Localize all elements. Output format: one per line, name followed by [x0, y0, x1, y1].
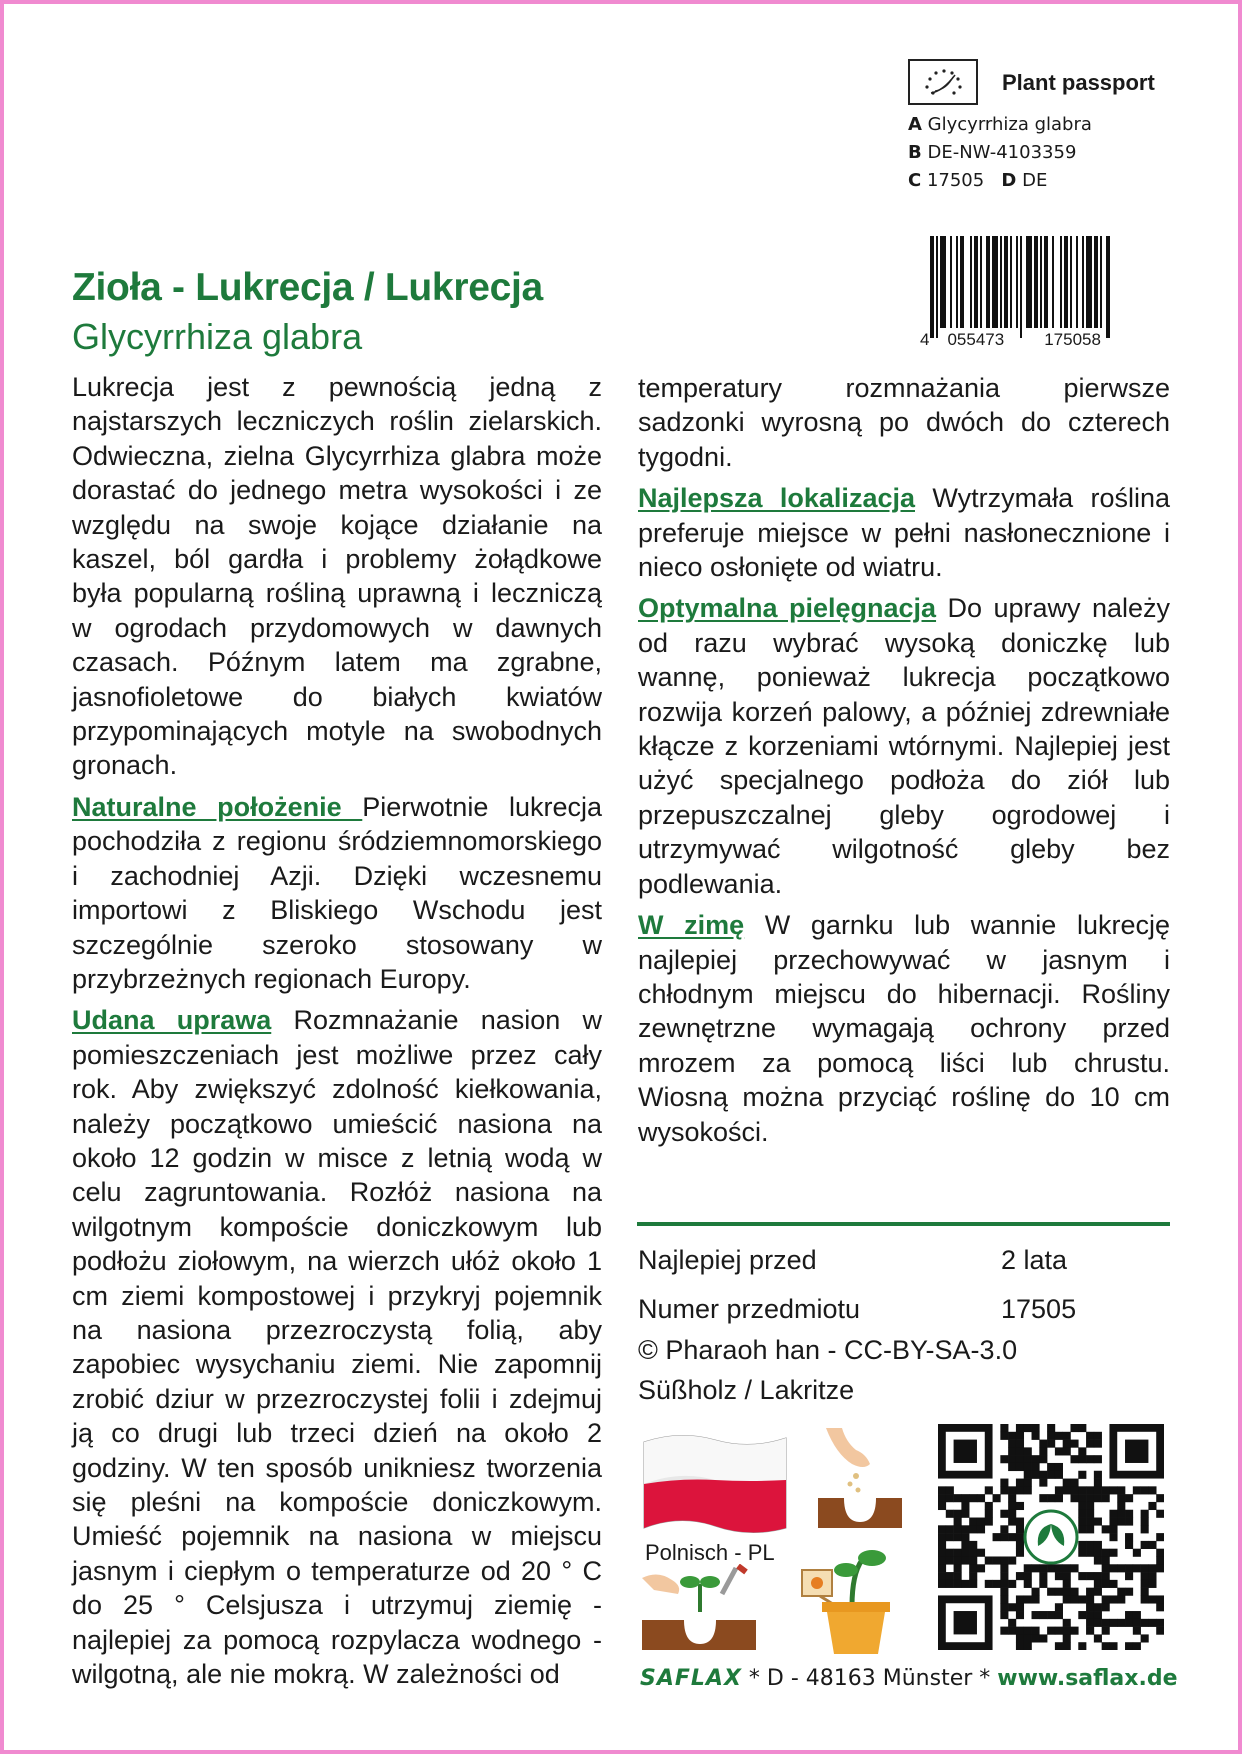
passport-line-a: A Glycyrrhiza glabra — [908, 114, 1092, 135]
website-link[interactable]: www.saflax.de — [997, 1666, 1178, 1691]
section-winter: W zimę W garnku lub wannie lukrecję najlepiej przechowywać w jasnym i chłodnym miejscu do hibernacji. Rośliny zewnętrzne wymagają ochrony przed mrozem za pomocą liści lub chrustu. Wiosną można przyciąć roślinę do 10 cm wysokości. — [638, 910, 1170, 1147]
qr-code-icon — [938, 1424, 1164, 1650]
passport-line-b: B DE-NW-4103359 — [908, 142, 1077, 163]
brand-logo: SAFLAX — [640, 1666, 742, 1691]
section-heading-cultivation: Udana uprawa — [72, 1005, 272, 1036]
item-number-label: Numer przedmiotu — [638, 1294, 861, 1324]
cultivation-continuation: temperatury rozmnażania pierwsze sadzonki wyrosną po dwóch do czterech tygodni. — [638, 373, 1170, 472]
footer-address: * D - 48163 Münster * — [741, 1666, 998, 1691]
image-copyright: © Pharaoh han - CC-BY-SA-3.0 — [638, 1335, 1018, 1365]
eu-organic-leaf-icon — [908, 59, 978, 105]
poland-flag-icon — [640, 1428, 790, 1538]
hand-sowing-seed-icon — [816, 1424, 906, 1534]
seedling-in-pot-icon — [796, 1544, 906, 1656]
section-heading-natural: Naturalne położenie — [72, 791, 363, 822]
hand-planting-seedling-icon — [640, 1564, 760, 1654]
latin-name: Glycyrrhiza glabra — [72, 316, 363, 357]
text-column-right — [638, 371, 1170, 1156]
passport-line-cd: C 17505 D DE — [908, 170, 1048, 191]
footer — [640, 1666, 1178, 1691]
section-care: Optymalna pielęgnacja Do uprawy należy od razu wybrać wysoką doniczkę lub wannę, ponieważ lukrecja początkowo rozwija korzeń palowy, a później zdrewniałe kłącze z korzeniami wtórnymi. Najlepiej jest użyć specjalnego podłoża do ziół lub przepuszczalnej gleby ogrodowej i utrzymywać wilgotność gleby bez podlewania. — [638, 593, 1170, 899]
section-cultivation: Udana uprawa Rozmnażanie nasion w pomieszczeniach jest możliwe przez cały rok. Aby zwiększyć zdolność kiełkowania, należy początkowo umieścić nasiona na około 12 godzin w misce z letnią wodą w celu zagruntowania. Rozłóż nasiona na wilgotnym kompoście doniczkowym lub podłożu ziołowym, na wierzch ułóż około 1 cm ziemi kompostowej i przykryj pojemnik na nasiona przezroczystą folią, aby zapobiec wysychaniu ziemi. Nie zapomnij zrobić dziur w przezroczystej folii i zdejmuj ją co drugi lub trzeci dzień na około 2 godziny. W ten sposób unikniesz tworzenia się pleśni na kompoście doniczkowym. Umieść pojemnik na nasiona w miejscu jasnym i ciepłym o temperaturze od 20 ° C do 25 ° Celsjusza i utrzymuj ziemię - najlepiej za pomocą rozpylacza wodnego - wilgotną, ale nie mokrą. W zależności od — [72, 1005, 602, 1690]
section-natural: Naturalne położenie Pierwotnie lukrecja pochodziła z regionu śródziemnomorskiego i zachodniej Azji. Dzięki wczesnemu importowi z Bliskiego Wschodu jest szczególnie szeroko stosowany w przybrzeżnych regionach Europy. — [72, 791, 602, 994]
barcode — [920, 236, 1170, 348]
text-column-left — [72, 370, 602, 1698]
barcode-digits: 4 055473 175058 — [920, 330, 1101, 349]
language-label: Polnisch - PL — [645, 1540, 775, 1565]
section-location: Najlepsza lokalizacja Wytrzymała roślina preferuje miejsce w pełni nasłonecznione i nieco osłonięte od wiatru. — [638, 483, 1170, 583]
section-heading-winter: W zimę — [638, 910, 745, 941]
item-number-value: 17505 — [1001, 1294, 1077, 1324]
section-heading-location: Najlepsza lokalizacja — [638, 483, 915, 514]
divider — [637, 1222, 1170, 1226]
page-title: Zioła - Lukrecja / Lukrecja — [72, 266, 543, 309]
best-before-value: 2 lata — [1001, 1245, 1068, 1275]
section-heading-care: Optymalna pielęgnacja — [638, 593, 937, 624]
best-before-label: Najlepiej przed — [638, 1245, 817, 1275]
german-name: Süßholz / Lakritze — [638, 1375, 855, 1405]
passport-title: Plant passport — [1002, 70, 1155, 95]
intro-paragraph: Lukrecja jest z pewnością jedną z najstarszych leczniczych roślin zielarskich. Odwieczna, zielna Glycyrrhiza glabra może dorastać do jednego metra wysokości i ze względu na swoje kojące działanie na kaszel, ból gardła i problemy żołądkowe była popularną rośliną uprawną i leczniczą w ogrodach przydomowych w dawnych czasach. Późnym latem ma zgrabne, jasnofioletowe do białych kwiatów przypominających motyle na swobodnych gronach. — [72, 372, 602, 781]
